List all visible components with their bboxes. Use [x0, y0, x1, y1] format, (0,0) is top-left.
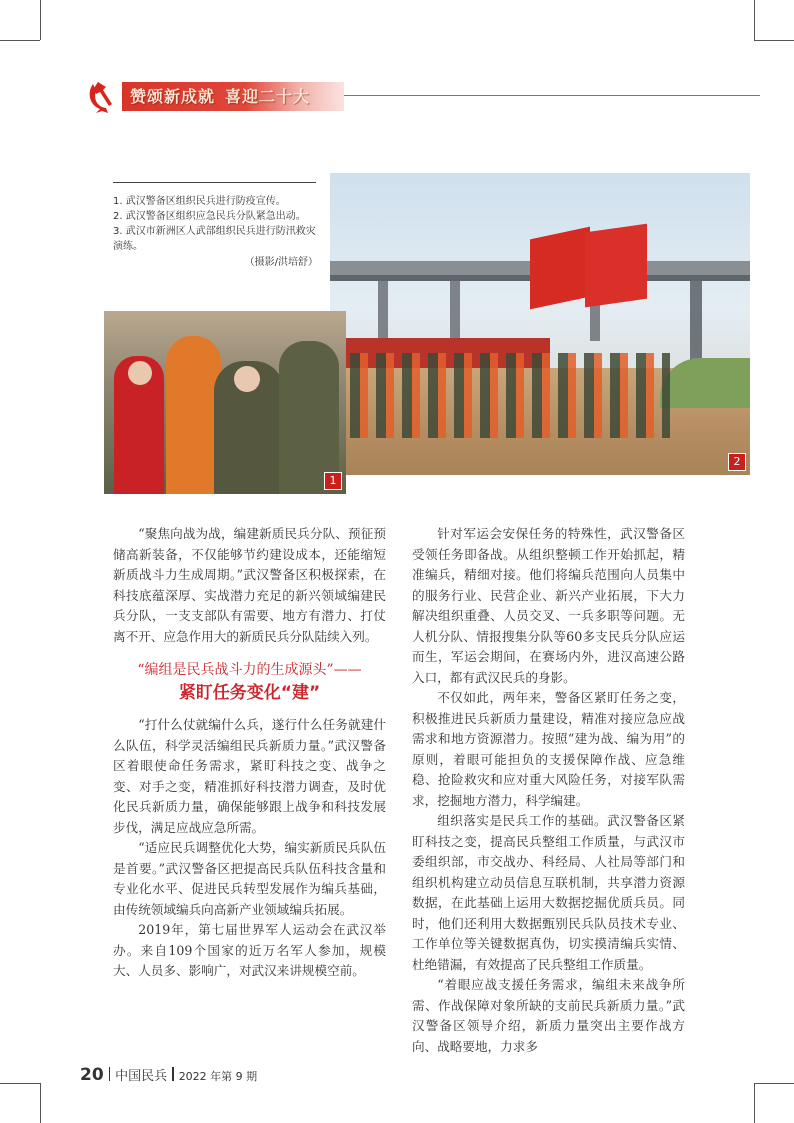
- crop-mark: [754, 1083, 755, 1123]
- paragraph: 针对军运会安保任务的特殊性，武汉警备区受领任务即备战。从组织整顿工作开始抓起，精准编兵，精细对接。他们将编兵范围向人员集中的服务行业、民营企业、新兴产业拓展，下大力解决组织重叠、人员交叉、一兵多职等问题。无人机分队、情报搜集分队等60多支民兵分队应运而生，军运会期间，在赛场内外，进汉高速公路入口，都有武汉民兵的身影。: [412, 526, 685, 685]
- section-banner: [122, 82, 344, 111]
- banner-text-2: 喜迎二十大: [225, 87, 311, 106]
- photo-emergency-militia: [330, 173, 750, 475]
- caption-3: 3. 武汉市新洲区人武部组织民兵进行防汛救灾演练。: [113, 226, 316, 252]
- divider: [109, 1067, 111, 1081]
- paragraph: 组织落实是民兵工作的基础。武汉警备区紧盯科技之变，提高民兵整组工作质量，与武汉市委组织部，市交战办、科经局、人社局等部门和组织机构建立动员信息互联机制，共享潜力资源数据，在此基础上运用大数据挖掘优质兵员。同时，他们还利用大数据甄别民兵队员技术专业、工作单位等关键数据真伪，切实摸清编兵实情、杜绝错漏，有效提高了民兵整组工作质量。: [412, 813, 685, 972]
- photo-number-badge: 1: [324, 472, 342, 490]
- caption-1: 1. 武汉警备区组织民兵进行防疫宣传。: [113, 196, 286, 207]
- caption-rule: [113, 182, 316, 183]
- photo-caption: [113, 194, 318, 270]
- magazine-name: 中国民兵: [115, 1069, 168, 1084]
- crop-mark: [0, 1083, 40, 1084]
- paragraph: “着眼应战支援任务需求，编组未来战争所需、作战保障对象所缺的支前民兵新质力量。”武汉警备区领导介绍，新质力量突出主要作战方向、战略要地，力求多: [412, 977, 685, 1054]
- photo-number-badge: 2: [728, 453, 746, 471]
- paragraph: “适应民兵调整优化大势，编实新质民兵队伍是首要。”武汉警备区把提高民兵队伍科技含量和专业化水平、促进民兵转型发展作为编兵基础，由传统领域编兵向高新产业领域编兵拓展。: [113, 840, 386, 917]
- crop-mark: [40, 1083, 41, 1123]
- subheading-title: 紧盯任务变化“建”: [178, 683, 321, 703]
- article-column-right: [412, 524, 685, 1057]
- party-emblem-icon: [84, 78, 120, 114]
- photo-epidemic-publicity: [104, 311, 346, 494]
- subheading-quote: “编组是民兵战斗力的生成源头”——: [137, 662, 362, 678]
- article-column-left: [113, 524, 386, 982]
- crop-mark: [0, 40, 40, 41]
- issue-label: 2022 年第 9 期: [178, 1070, 258, 1083]
- page-footer: [80, 1065, 257, 1085]
- paragraph: 2019年，第七届世界军人运动会在武汉举办。来自109个国家的近万名军人参加，规模大、人员多、影响广，对武汉来讲规模空前。: [113, 922, 386, 978]
- caption-2: 2. 武汉警备区组织应急民兵分队紧急出动。: [113, 211, 306, 222]
- header-rule: [344, 95, 760, 96]
- divider: [172, 1067, 174, 1081]
- paragraph: “打什么仗就编什么兵，遂行什么任务就建什么队伍，科学灵活编组民兵新质力量。”武汉警备区着眼使命任务需求，紧盯科技之变、战争之变、对手之变，精准抓好科技潜力调查，及时优化民兵新质力量，确保能够跟上战争和科技发展步伐，满足应战应急所需。: [113, 717, 386, 835]
- paragraph: 不仅如此，两年来，警备区紧盯任务之变，积极推进民兵新质力量建设，精准对接应急应战需求和地方资源潜力。按照“建为战、编为用”的原则，着眼可能担负的支援保障作战、应急维稳、抢险救灾和应对重大风险任务，对接军队需求，挖掘地方潜力，科学编建。: [412, 690, 685, 808]
- photo-credit: （摄影/洪培舒）: [244, 257, 318, 268]
- crop-mark: [754, 40, 794, 41]
- paragraph: “聚焦向战为战，编建新质民兵分队、预征预储高新装备，不仅能够节约建设成本，还能缩短新质战斗力生成周期。”武汉警备区积极探索，在科技底蕴深厚、实战潜力充足的新兴领域编建民兵分队，一支支部队有需要、地方有潜力、打仗离不开、应急作用大的新质民兵分队陆续入列。: [113, 526, 386, 644]
- banner-text-1: 赞颂新成就: [130, 87, 216, 106]
- crop-mark: [40, 0, 41, 40]
- crop-mark: [754, 0, 755, 40]
- page-number: 20: [80, 1065, 104, 1085]
- crop-mark: [754, 1083, 794, 1084]
